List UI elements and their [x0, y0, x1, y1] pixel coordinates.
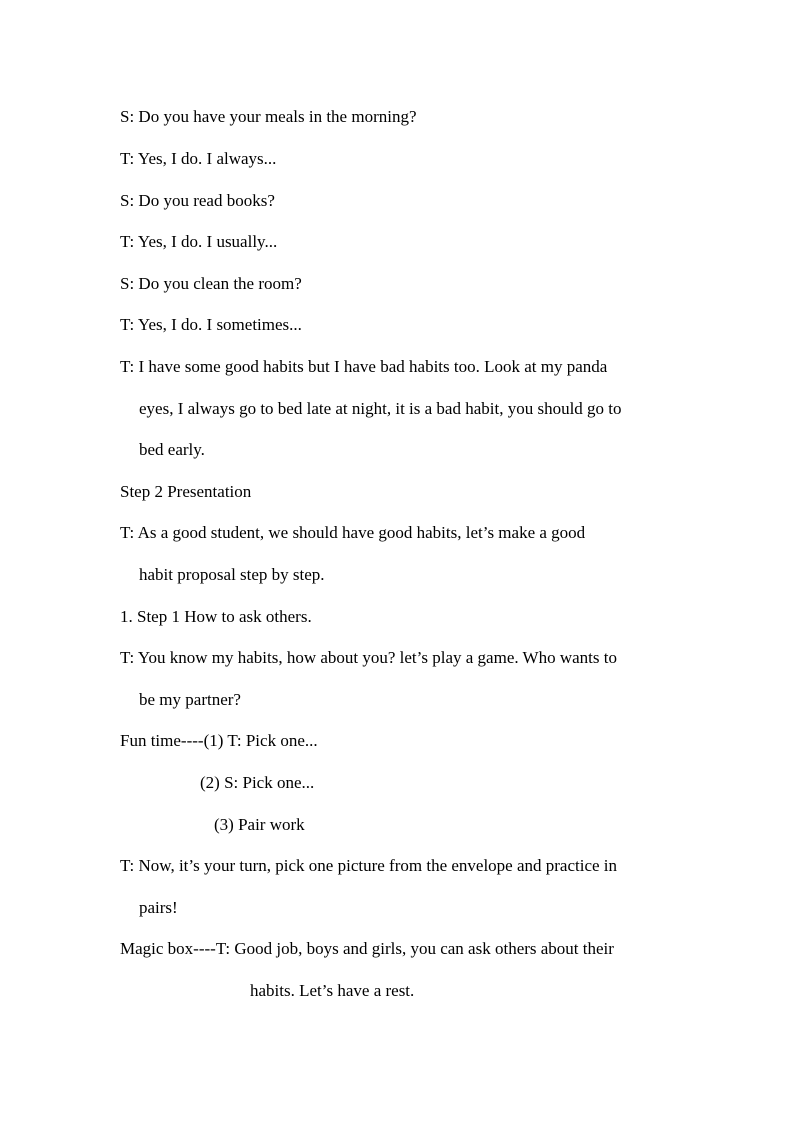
dialogue-line: T: I have some good habits but I have bad habits too. Look at my panda: [120, 357, 608, 376]
dialogue-line: S: Do you read books?: [120, 191, 275, 210]
dialogue-line: T: Yes, I do. I usually...: [120, 232, 278, 251]
dialogue-line: T: Now, it’s your turn, pick one picture from the envelope and practice in: [120, 856, 618, 875]
dialogue-line: S: Do you have your meals in the morning?: [120, 107, 417, 126]
activity-line-indented: (3) Pair work: [214, 815, 305, 834]
dialogue-line-continued: eyes, I always go to bed late at night, it is a bad habit, you should go to: [139, 399, 622, 418]
dialogue-line-continued: bed early.: [139, 440, 205, 459]
dialogue-line: T: As a good student, we should have good habits, let’s make a good: [120, 523, 586, 542]
activity-line-indented: (2) S: Pick one...: [200, 773, 315, 792]
dialogue-line: T: Yes, I do. I always...: [120, 149, 277, 168]
dialogue-line: T: You know my habits, how about you? let’s play a game. Who wants to: [120, 648, 617, 667]
section-heading: Step 2 Presentation: [120, 482, 252, 501]
dialogue-line-continued: habit proposal step by step.: [139, 565, 325, 584]
activity-line-indented: habits. Let’s have a rest.: [250, 981, 415, 1000]
dialogue-line-continued: be my partner?: [139, 690, 241, 709]
dialogue-line-continued: pairs!: [139, 898, 178, 917]
activity-line: Magic box----T: Good job, boys and girls, you can ask others about their: [120, 939, 614, 958]
dialogue-line: T: Yes, I do. I sometimes...: [120, 315, 302, 334]
numbered-step: 1. Step 1 How to ask others.: [120, 607, 312, 626]
activity-line: Fun time----(1) T: Pick one...: [120, 731, 318, 750]
dialogue-line: S: Do you clean the room?: [120, 274, 302, 293]
